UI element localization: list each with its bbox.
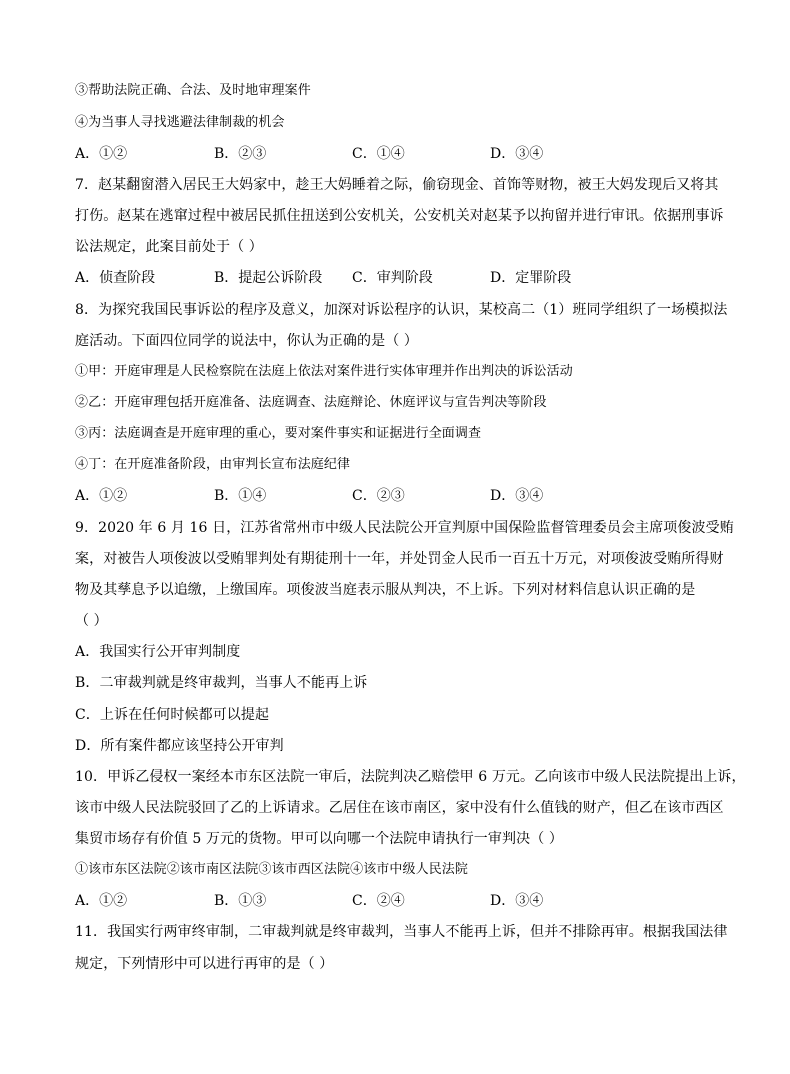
q6-statement-4: ④为当事人寻找逃避法律制裁的机会 <box>75 115 285 130</box>
q7-option-b: B．提起公诉阶段 <box>214 270 323 286</box>
q8-statement-1: ①甲：开庭审理是人民检察院在法庭上依法对案件进行实体审理并作出判决的诉讼活动 <box>75 364 573 379</box>
q9-stem-line-2: 案，对被告人项俊波以受贿罪判处有期徒刑十一年，并处罚金人民币一百五十万元，对项俊波受贿所得财 <box>75 551 724 567</box>
q9-option-a: A．我国实行公开审判制度 <box>75 644 241 660</box>
q7-stem-line-1: 7．赵某翻窗潜入居民王大妈家中，趁王大妈睡着之际，偷窃现金、首饰等财物，被王大妈发现后又将其 <box>75 177 719 193</box>
q8-statement-3: ③丙：法庭调查是开庭审理的重心，要对案件事实和证据进行全面调查 <box>75 426 482 441</box>
q10-stem-line-3: 集贸市场存有价值 5 万元的货物。甲可以向哪一个法院申请执行一审判决（ ） <box>75 831 563 847</box>
q8-option-d: D．③④ <box>490 488 544 504</box>
q10-option-d: D．③④ <box>490 893 544 909</box>
q8-options <box>75 486 725 506</box>
q9-stem-line-3: 物及其孳息予以追缴，上缴国库。项俊波当庭表示服从判决，不上诉。下列对材料信息认识正确的是 <box>75 582 696 598</box>
q6-option-c: C．①④ <box>352 146 405 162</box>
q10-stem-line-1: 10．甲诉乙侵权一案经本市东区法院一审后，法院判决乙赔偿甲 6 万元。乙向该市中级人民法院提出上诉， <box>75 769 746 785</box>
q8-option-b: B．①④ <box>214 488 267 504</box>
q9-option-c: C．上诉在任何时候都可以提起 <box>75 707 270 723</box>
q8-option-c: C．②③ <box>352 488 405 504</box>
q10-stem-line-4: ①该市东区法院②该市南区法院③该市西区法院④该市中级人民法院 <box>75 862 469 877</box>
q8-option-a: A．①② <box>75 488 128 504</box>
q10-option-a: A．①② <box>75 893 128 909</box>
q6-options <box>75 144 725 164</box>
q6-option-d: D．③④ <box>490 146 544 162</box>
q7-option-d: D．定罪阶段 <box>490 270 572 286</box>
q9-stem-line-1: 9．2020 年 6 月 16 日，江苏省常州市中级人民法院公开宣判原中国保险监督管理委员会主席项俊波受贿 <box>75 520 734 536</box>
q11-stem-line-1: 11．我国实行两审终审制，二审裁判就是终审裁判，当事人不能再上诉，但并不排除再审。根据我国法律 <box>75 924 728 940</box>
q9-option-d: D．所有案件都应该坚持公开审判 <box>75 738 284 754</box>
q7-stem-line-3: 讼法规定，此案目前处于（ ） <box>75 239 263 255</box>
q7-options <box>75 268 725 288</box>
q8-stem-line-1: 8．为探究我国民事诉讼的程序及意义，加深对诉讼程序的认识，某校高二（1）班同学组织了一场模拟法 <box>75 302 728 318</box>
q6-option-a: A．①② <box>75 146 128 162</box>
q7-option-a: A．侦查阶段 <box>75 270 156 286</box>
q6-option-b: B．②③ <box>214 146 267 162</box>
q6-statement-3: ③帮助法院正确、合法、及时地审理案件 <box>75 83 311 98</box>
q8-statement-4: ④丁：在开庭准备阶段，由审判长宣布法庭纪律 <box>75 457 351 472</box>
q10-option-b: B．①③ <box>214 893 267 909</box>
q8-stem-line-2: 庭活动。下面四位同学的说法中，你认为正确的是（ ） <box>75 333 418 349</box>
q8-statement-2: ②乙：开庭审理包括开庭准备、法庭调查、法庭辩论、休庭评议与宣告判决等阶段 <box>75 395 547 410</box>
q10-stem-line-2: 该市中级人民法院驳回了乙的上诉请求。乙居住在该市南区，家中没有什么值钱的财产，但乙在该市西区 <box>75 800 724 816</box>
q7-stem-line-2: 打伤。赵某在逃窜过程中被居民抓住扭送到公安机关，公安机关对赵某予以拘留并进行审讯。依据刑事诉 <box>75 208 724 224</box>
q7-option-c: C．审判阶段 <box>352 270 433 286</box>
q10-option-c: C．②④ <box>352 893 405 909</box>
q9-option-b: B．二审裁判就是终审裁判，当事人不能再上诉 <box>75 675 368 691</box>
q10-options <box>75 891 725 911</box>
q9-stem-line-4: （ ） <box>75 613 108 629</box>
q11-stem-line-2: 规定，下列情形中可以进行再审的是（ ） <box>75 956 334 972</box>
